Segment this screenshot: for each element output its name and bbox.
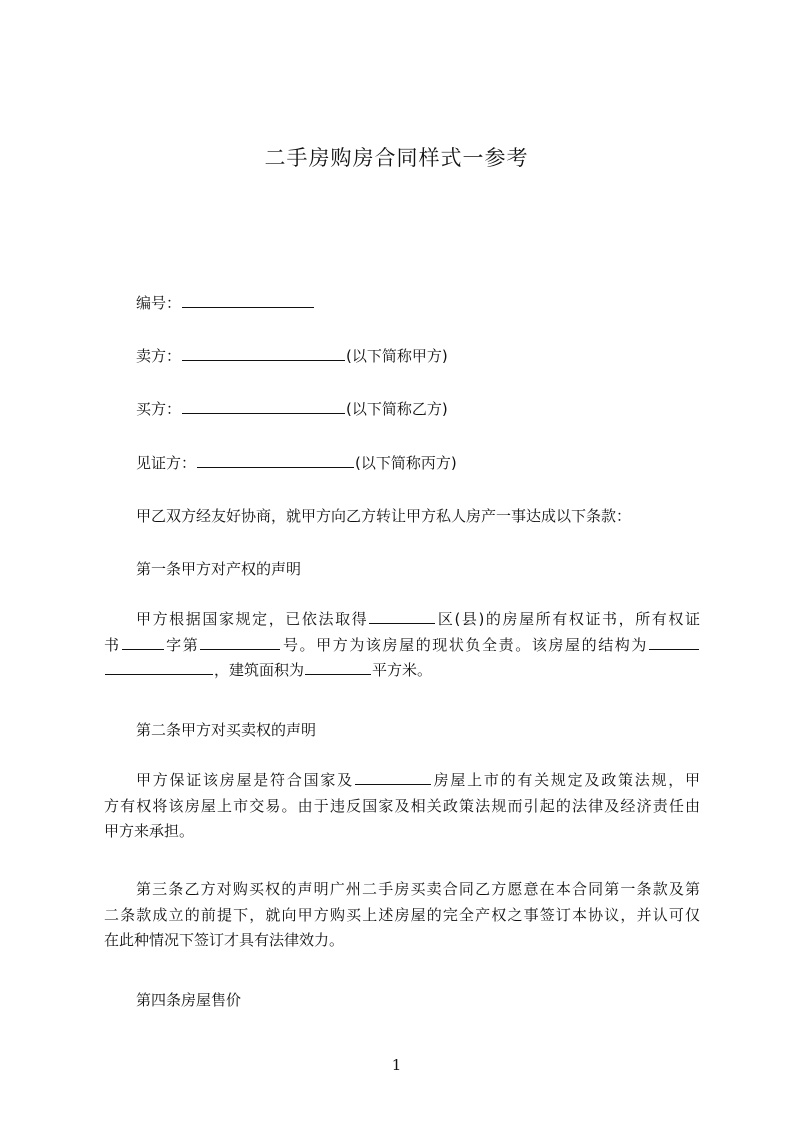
article3-line-3: 在此种情况下签订才具有法律效力。 [104,931,345,949]
seller-suffix: (以下简称甲方) [346,347,448,365]
witness-label: 见证方： [136,454,197,472]
article1-body [104,607,700,684]
witness-suffix: (以下简称丙方) [355,454,457,472]
article1-heading: 第一条甲方对产权的声明 [136,560,302,578]
intro-paragraph: 甲乙双方经友好协商，就甲方向乙方转让甲方私人房产一事达成以下条款： [136,507,632,525]
article2-line-2: 方有权将该房屋上市交易。由于违反国家及相关政策法规而引起的法律及经济责任由 [104,796,700,815]
district-blank [369,609,435,624]
article1-line-3: ，建筑面积为 平方米。 [104,658,700,684]
article2-line-1: 甲方保证该房屋是符合国家及 房屋上市的有关规定及政策法规，甲 [136,771,700,789]
seller-blank [182,346,345,361]
area-blank [305,660,371,675]
page-number: 1 [391,1056,402,1074]
witness-line [136,452,457,473]
buyer-label: 买方： [136,400,182,418]
witness-blank [197,453,354,468]
structure-blank [649,635,699,650]
buyer-blank [182,399,345,414]
contract-number-label: 编号： [136,294,182,312]
cert-word-blank [122,635,164,650]
article1-line-1: 甲方根据国家规定，已依法取得 区(县)的房屋所有权证书，所有权证 [136,610,700,628]
buyer-line [136,398,448,419]
article3-line-1: 第三条乙方对购买权的声明广州二手房买卖合同乙方愿意在本合同第一条款及第 [136,880,700,898]
article2-line-3: 甲方来承担。 [104,822,195,840]
document-title: 二手房购房合同样式一参考 [264,146,529,170]
contract-number-line [136,292,315,313]
contract-number-blank [182,293,314,308]
article3-line-2: 二条款成立的前提下，就向甲方购买上述房屋的完全产权之事签订本协议，并认可仅 [104,905,700,924]
buyer-suffix: (以下简称乙方) [346,400,448,418]
seller-label: 卖方： [136,347,182,365]
structure-blank-cont [105,660,213,675]
cert-number-blank [200,635,280,650]
article3-body [104,877,700,954]
article2-body [104,768,700,845]
article4-heading: 第四条房屋售价 [136,991,242,1009]
article2-heading: 第二条甲方对买卖权的声明 [136,721,317,739]
regulation-blank [355,770,431,785]
article1-line-2: 书 字第 号。甲方为该房屋的现状负全责。该房屋的结构为 [104,633,700,659]
seller-line [136,345,448,366]
